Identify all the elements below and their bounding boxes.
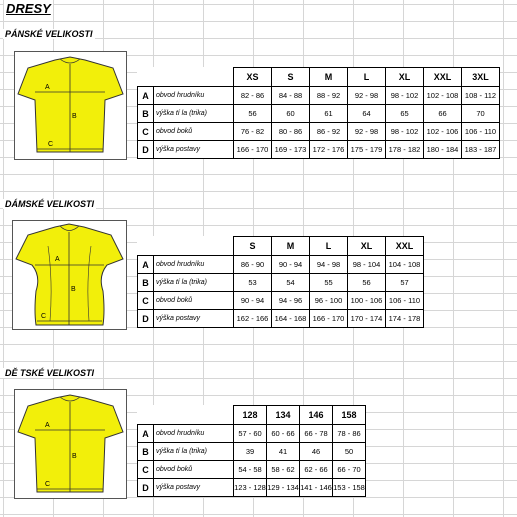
size-header: 3XL: [462, 68, 500, 87]
size-value: 98 - 104: [348, 256, 386, 274]
size-value: 94 - 98: [310, 256, 348, 274]
size-value: 66 - 70: [333, 461, 366, 479]
size-value: 129 - 134: [267, 479, 300, 497]
size-header: L: [310, 237, 348, 256]
size-value: 82 - 86: [234, 87, 272, 105]
size-header-row: [138, 406, 366, 425]
size-header: M: [310, 68, 348, 87]
size-value: 54: [272, 274, 310, 292]
size-value: 183 - 187: [462, 141, 500, 159]
size-value: 141 - 146: [300, 479, 333, 497]
size-header: S: [272, 68, 310, 87]
measurement-label: výška postavy: [154, 479, 234, 497]
measurement-label: výška tí la (trika): [154, 443, 234, 461]
size-header: 128: [234, 406, 267, 425]
row-letter: B: [138, 274, 154, 292]
size-header: XXL: [386, 237, 424, 256]
size-value: 92 - 98: [348, 87, 386, 105]
size-value: 100 - 106: [348, 292, 386, 310]
size-value: 57 - 60: [234, 425, 267, 443]
size-value: 64: [348, 105, 386, 123]
row-letter: D: [138, 310, 154, 328]
size-header: 158: [333, 406, 366, 425]
size-value: 80 - 86: [272, 123, 310, 141]
size-value: 169 - 173: [272, 141, 310, 159]
size-value: 84 - 88: [272, 87, 310, 105]
measurement-label: obvod hrudníku: [154, 425, 234, 443]
size-value: 53: [234, 274, 272, 292]
jersey-diagram-women: [12, 220, 127, 330]
size-value: 88 - 92: [310, 87, 348, 105]
table-row: [138, 479, 366, 497]
size-value: 86 - 92: [310, 123, 348, 141]
size-header: XXL: [424, 68, 462, 87]
size-value: 41: [267, 443, 300, 461]
size-value: 76 - 82: [234, 123, 272, 141]
size-value: 50: [333, 443, 366, 461]
size-value: 56: [348, 274, 386, 292]
diagram-label-b: B: [71, 286, 76, 293]
section-title-women: DÁMSKÉ VELIKOSTI: [5, 199, 95, 209]
diagram-label-c: C: [45, 481, 51, 488]
size-value: 78 - 86: [333, 425, 366, 443]
table-row: [138, 123, 500, 141]
row-letter: C: [138, 461, 154, 479]
table-row: [138, 105, 500, 123]
size-value: 98 - 102: [386, 87, 424, 105]
size-header: 146: [300, 406, 333, 425]
row-letter: C: [138, 123, 154, 141]
size-value: 94 - 96: [272, 292, 310, 310]
size-value: 46: [300, 443, 333, 461]
size-value: 180 - 184: [424, 141, 462, 159]
size-header: XS: [234, 68, 272, 87]
size-value: 153 - 158: [333, 479, 366, 497]
diagram-label-a: A: [55, 256, 60, 263]
size-header: 134: [267, 406, 300, 425]
size-value: 66: [424, 105, 462, 123]
page-title: DRESY: [6, 1, 51, 16]
measurement-label: výška tí la (trika): [154, 105, 234, 123]
size-value: 166 - 170: [310, 310, 348, 328]
diagram-label-c: C: [41, 313, 47, 320]
size-value: 170 - 174: [348, 310, 386, 328]
size-value: 166 - 170: [234, 141, 272, 159]
size-value: 178 - 182: [386, 141, 424, 159]
size-value: 102 - 106: [424, 123, 462, 141]
size-value: 61: [310, 105, 348, 123]
measurement-label: výška postavy: [154, 310, 234, 328]
size-value: 90 - 94: [234, 292, 272, 310]
size-value: 175 - 179: [348, 141, 386, 159]
row-letter: D: [138, 479, 154, 497]
size-value: 90 - 94: [272, 256, 310, 274]
measurement-label: obvod hrudníku: [154, 87, 234, 105]
size-value: 56: [234, 105, 272, 123]
size-value: 70: [462, 105, 500, 123]
size-value: 39: [234, 443, 267, 461]
table-row: [138, 256, 424, 274]
jersey-diagram-kids: [14, 389, 127, 499]
size-header: M: [272, 237, 310, 256]
row-letter: D: [138, 141, 154, 159]
section-title-kids: DĚ TSKÉ VELIKOSTI: [5, 368, 95, 378]
size-header: XL: [348, 237, 386, 256]
table-row: [138, 87, 500, 105]
measurement-label: obvod boků: [154, 292, 234, 310]
size-header: L: [348, 68, 386, 87]
table-row: [138, 310, 424, 328]
size-value: 86 - 90: [234, 256, 272, 274]
diagram-label-a: A: [45, 422, 50, 429]
size-value: 92 - 98: [348, 123, 386, 141]
row-letter: A: [138, 425, 154, 443]
size-value: 60: [272, 105, 310, 123]
diagram-label-b: B: [72, 453, 77, 460]
measurement-label: výška tí la (trika): [154, 274, 234, 292]
size-value: 62 - 66: [300, 461, 333, 479]
size-header-row: [138, 237, 424, 256]
row-letter: B: [138, 105, 154, 123]
size-value: 66 - 78: [300, 425, 333, 443]
row-letter: A: [138, 87, 154, 105]
size-value: 162 - 166: [234, 310, 272, 328]
row-letter: C: [138, 292, 154, 310]
measurement-label: výška postavy: [154, 141, 234, 159]
diagram-label-c: C: [48, 141, 54, 148]
table-row: [138, 292, 424, 310]
diagram-label-a: A: [45, 84, 50, 91]
table-row: [138, 141, 500, 159]
size-header: S: [234, 237, 272, 256]
size-value: 102 - 108: [424, 87, 462, 105]
size-value: 106 - 110: [462, 123, 500, 141]
size-table-women: [137, 236, 424, 328]
row-letter: A: [138, 256, 154, 274]
size-value: 174 - 178: [386, 310, 424, 328]
measurement-label: obvod boků: [154, 123, 234, 141]
table-row: [138, 274, 424, 292]
size-value: 55: [310, 274, 348, 292]
size-value: 164 - 168: [272, 310, 310, 328]
size-value: 108 - 112: [462, 87, 500, 105]
table-row: [138, 461, 366, 479]
size-table-kids: [137, 405, 366, 497]
size-value: 60 - 66: [267, 425, 300, 443]
size-value: 57: [386, 274, 424, 292]
table-row: [138, 425, 366, 443]
size-value: 104 - 108: [386, 256, 424, 274]
size-value: 106 - 110: [386, 292, 424, 310]
size-header-row: [138, 68, 500, 87]
measurement-label: obvod boků: [154, 461, 234, 479]
jersey-diagram-men: [14, 51, 127, 160]
size-value: 65: [386, 105, 424, 123]
size-value: 172 - 176: [310, 141, 348, 159]
size-value: 54 - 58: [234, 461, 267, 479]
diagram-label-b: B: [72, 113, 77, 120]
measurement-label: obvod hrudníku: [154, 256, 234, 274]
size-value: 58 - 62: [267, 461, 300, 479]
size-value: 98 - 102: [386, 123, 424, 141]
size-table-men: [137, 67, 500, 159]
size-header: XL: [386, 68, 424, 87]
section-title-men: PÁNSKÉ VELIKOSTI: [5, 29, 93, 39]
size-value: 123 - 128: [234, 479, 267, 497]
size-value: 96 - 100: [310, 292, 348, 310]
row-letter: B: [138, 443, 154, 461]
table-row: [138, 443, 366, 461]
